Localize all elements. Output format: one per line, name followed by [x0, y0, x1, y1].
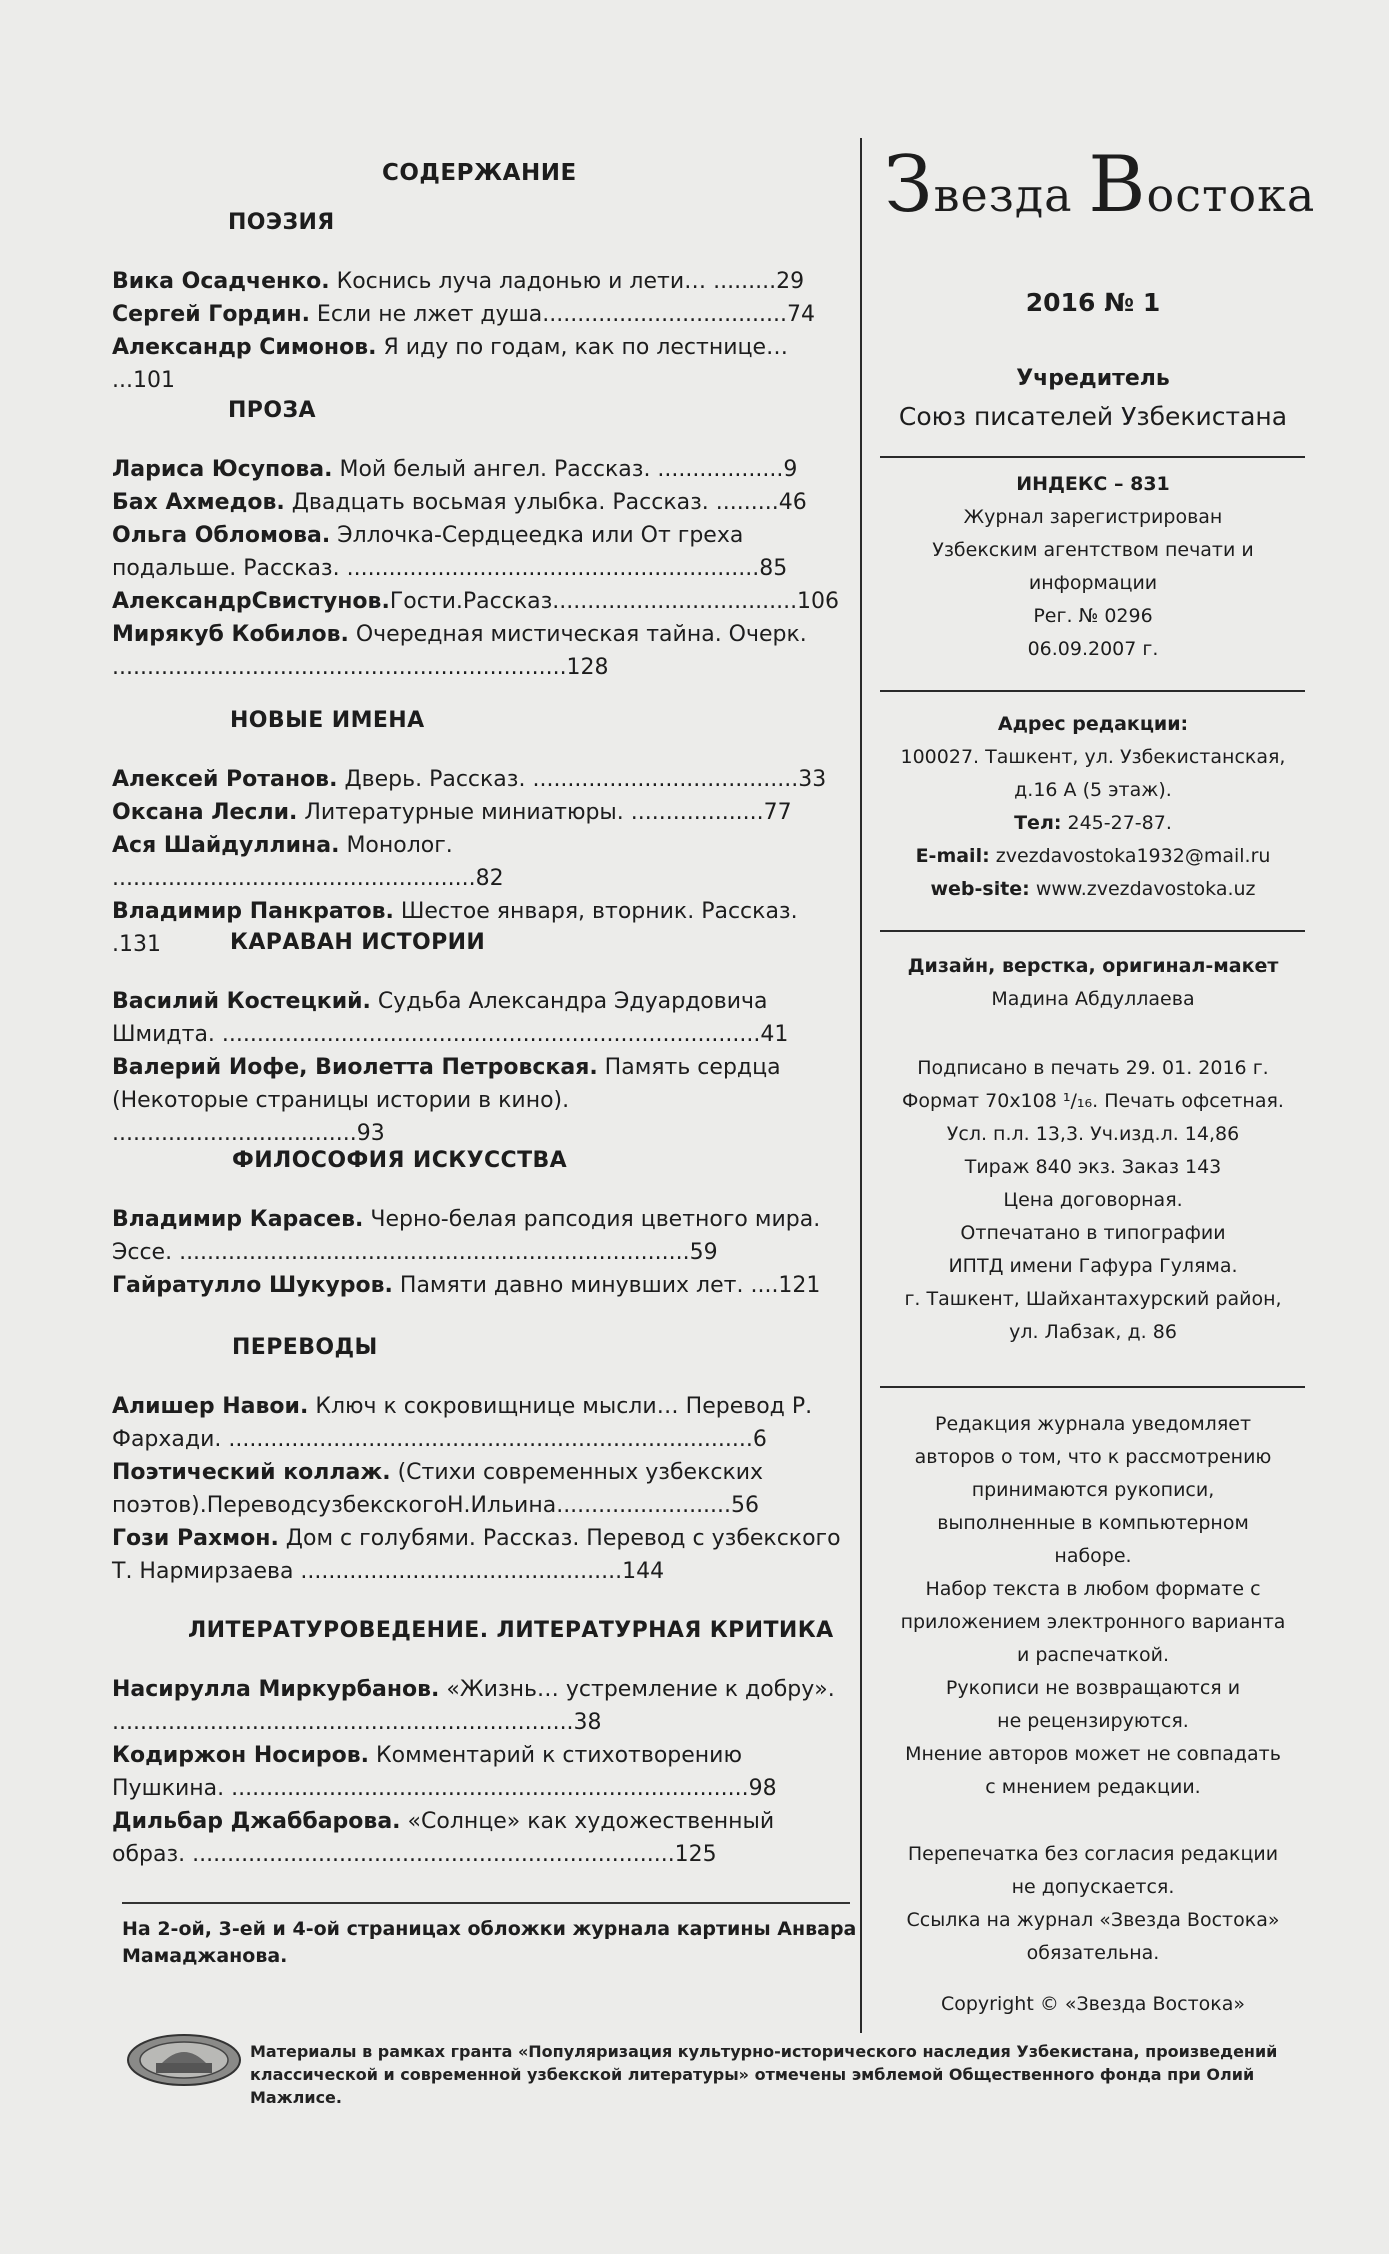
- toc-entry: Владимир Панкратов. Шестое января, вторник. Рассказ. .131: [112, 899, 798, 957]
- notice-line: Рукописи не возвращаются и: [945, 1677, 1241, 1699]
- toc-section-poetry: [112, 210, 848, 397]
- toc-section-translations: [112, 1335, 848, 1588]
- toc-entry: АлександрСвистунов.Гости.Рассказ...................................106: [112, 589, 840, 614]
- print-info-line: ИПТД имени Гафура Гуляма.: [948, 1255, 1238, 1277]
- notice-line: Перепечатка без согласия редакции: [907, 1843, 1279, 1865]
- toc-entry: Владимир Карасев. Черно-белая рапсодия цветного мира. Эссе. .........................................................................59: [112, 1207, 821, 1265]
- registration-line: 06.09.2007 г.: [1027, 638, 1159, 660]
- toc-section-literary-criticism: [112, 1618, 848, 1871]
- toc-entry: Александр Симонов. Я иду по годам, как по лестнице… ...101: [112, 335, 789, 393]
- column-divider: [860, 138, 862, 2033]
- toc-entry: Лариса Юсупова. Мой белый ангел. Рассказ. ..................9: [112, 457, 798, 482]
- notice-line: Набор текста в любом формате с: [925, 1578, 1261, 1600]
- copyright: Copyright © «Звезда Востока»: [940, 1993, 1246, 2015]
- toc-entry: Насирулла Миркурбанов. «Жизнь… устремление к добру». ..................................................................38: [112, 1677, 835, 1735]
- print-info-line: Тираж 840 экз. Заказ 143: [964, 1156, 1222, 1178]
- founder-label: Учредитель: [1016, 366, 1170, 391]
- divider: [880, 930, 1305, 932]
- reprint-notice: [872, 1838, 1314, 1970]
- email-line: E-mail: zvezdavostoka1932@mail.ru: [915, 845, 1271, 867]
- website-line: web-site: www.zvezdavostoka.uz: [930, 878, 1256, 900]
- divider: [880, 690, 1305, 692]
- notice-line: не рецензируются.: [997, 1710, 1189, 1732]
- notice-line: выполненные в компьютерном: [937, 1512, 1249, 1534]
- grant-footer: Материалы в рамках гранта «Популяризация культурно-исторического наследия Узбекистана, произведений классической и современной узбекской литературы» отмечены эмблемой Общественного фонда при Олий Мажлисе.: [250, 2042, 1278, 2107]
- toc-entry: Алишер Навои. Ключ к сокровищнице мысли… Перевод Р. Фархади. ...........................................................................6: [112, 1394, 813, 1452]
- notice-line: обязательна.: [1026, 1942, 1160, 1964]
- registration-line: Рег. № 0296: [1033, 605, 1153, 627]
- toc-entry: Поэтический коллаж. (Стихи современных узбекских поэтов).ПереводсузбекскогоН.Ильина.........................56: [112, 1460, 764, 1518]
- section-heading: ЛИТЕРАТУРОВЕДЕНИЕ. ЛИТЕРАТУРНАЯ КРИТИКА: [188, 1618, 834, 1643]
- notice-line: приложением электронного варианта: [900, 1611, 1286, 1633]
- registration-line: Журнал зарегистрирован: [963, 506, 1223, 528]
- print-info-block: [872, 1052, 1314, 1349]
- section-heading: ПОЭЗИЯ: [228, 210, 335, 235]
- toc-entry: Ольга Обломова. Эллочка-Сердцеедка или От греха подальше. Рассказ. ...........................................................85: [112, 523, 788, 581]
- notice-line: наборе.: [1054, 1545, 1132, 1567]
- divider: [880, 1386, 1305, 1388]
- phone-line: Тел: 245-27-87.: [1014, 812, 1172, 834]
- issue-number: 2016 № 1: [1025, 288, 1161, 317]
- address-line: 100027. Ташкент, ул. Узбекистанская,: [900, 746, 1286, 768]
- toc-entry: Валерий Иофе, Виолетта Петровская. Память сердца (Некоторые страницы истории в кино). ...................................93: [112, 1055, 781, 1146]
- toc-section-prose: [112, 398, 848, 684]
- toc-entry: Василий Костецкий. Судьба Александра Эдуардовича Шмидта. .............................................................................41: [112, 989, 789, 1047]
- print-info-line: Цена договорная.: [1003, 1189, 1183, 1211]
- toc-section-new-names: [112, 708, 848, 961]
- section-heading: ПРОЗА: [228, 398, 316, 423]
- toc-entry: Мирякуб Кобилов. Очередная мистическая тайна. Очерк. .................................................................128: [112, 622, 807, 680]
- notice-line: Редакция журнала уведомляет: [934, 1413, 1252, 1435]
- index-number: ИНДЕКС – 831: [1016, 473, 1170, 495]
- notice-line: и распечаткой.: [1016, 1644, 1170, 1666]
- registration-line: информации: [1028, 572, 1158, 594]
- toc-entry: Гози Рахмон. Дом с голубями. Рассказ. Перевод с узбекского Т. Нармирзаева ..............................................144: [112, 1526, 841, 1584]
- print-info-line: ул. Лабзак, д. 86: [1009, 1321, 1177, 1343]
- toc-section-caravan-history: [112, 930, 848, 1150]
- foundation-emblem-icon: [126, 2033, 242, 2087]
- notice-line: не допускается.: [1011, 1876, 1175, 1898]
- designer-name: Мадина Абдуллаева: [991, 988, 1195, 1010]
- magazine-logo: Звезда Востока: [884, 140, 1316, 230]
- founder-name: Союз писателей Узбекистана: [898, 402, 1288, 431]
- toc-entry: Сергей Гордин. Если не лжет душа...................................74: [112, 302, 816, 327]
- toc-entry: Гайратулло Шукуров. Памяти давно минувших лет. ....121: [112, 1273, 821, 1298]
- toc-entry: Ася Шайдуллина. Монолог. ....................................................82: [112, 833, 504, 891]
- toc-entry: Дильбар Джаббарова. «Солнце» как художественный образ. .....................................................................125: [112, 1809, 775, 1867]
- print-info-line: Формат 70х108 ¹/₁₆. Печать офсетная.: [902, 1090, 1284, 1112]
- address-block: [872, 708, 1314, 906]
- cover-note: На 2-ой, 3-ей и 4-ой страницах обложки журнала картины Анвара Мамаджанова.: [122, 1918, 857, 1967]
- section-heading: ПЕРЕВОДЫ: [232, 1335, 378, 1360]
- section-heading: ФИЛОСОФИЯ ИСКУССТВА: [232, 1148, 568, 1173]
- address-label: Адрес редакции:: [997, 713, 1189, 735]
- notice-line: с мнением редакции.: [985, 1776, 1201, 1798]
- toc-entry: Кодиржон Носиров. Комментарий к стихотворению Пушкина. ..........................................................................98: [112, 1743, 777, 1801]
- print-info-line: Подписано в печать 29. 01. 2016 г.: [917, 1057, 1269, 1079]
- divider: [880, 456, 1305, 458]
- toc-section-philosophy-art: [112, 1148, 848, 1302]
- toc-entry: Алексей Ротанов. Дверь. Рассказ. ......................................33: [112, 767, 827, 792]
- notice-line: авторов о том, что к рассмотрению: [914, 1446, 1272, 1468]
- notice-line: Мнение авторов может не совпадать: [905, 1743, 1281, 1765]
- notice-line: принимаются рукописи,: [971, 1479, 1215, 1501]
- toc-entry: Вика Осадченко. Коснись луча ладонью и лети… .........29: [112, 269, 805, 294]
- address-line: д.16 А (5 этаж).: [1014, 779, 1172, 801]
- print-info-line: г. Ташкент, Шайхантахурский район,: [904, 1288, 1282, 1310]
- section-heading: НОВЫЕ ИМЕНА: [230, 708, 425, 733]
- print-info-line: Отпечатано в типографии: [960, 1222, 1226, 1244]
- print-info-line: Усл. п.л. 13,3. Уч.изд.л. 14,86: [946, 1123, 1240, 1145]
- toc-entry: Оксана Лесли. Литературные миниатюры. ...................77: [112, 800, 792, 825]
- toc-title: СОДЕРЖАНИЕ: [382, 160, 577, 186]
- design-label: Дизайн, верстка, оригинал-макет: [907, 955, 1279, 977]
- section-heading: КАРАВАН ИСТОРИИ: [230, 930, 486, 955]
- registration-block: [872, 468, 1314, 666]
- registration-line: Узбекским агентством печати и: [932, 539, 1254, 561]
- design-block: [872, 950, 1314, 1016]
- notice-line: Ссылка на журнал «Звезда Востока»: [906, 1909, 1280, 1931]
- divider: [122, 1902, 850, 1904]
- editorial-notice: [872, 1408, 1314, 1804]
- toc-entry: Бах Ахмедов. Двадцать восьмая улыбка. Рассказ. .........46: [112, 490, 807, 515]
